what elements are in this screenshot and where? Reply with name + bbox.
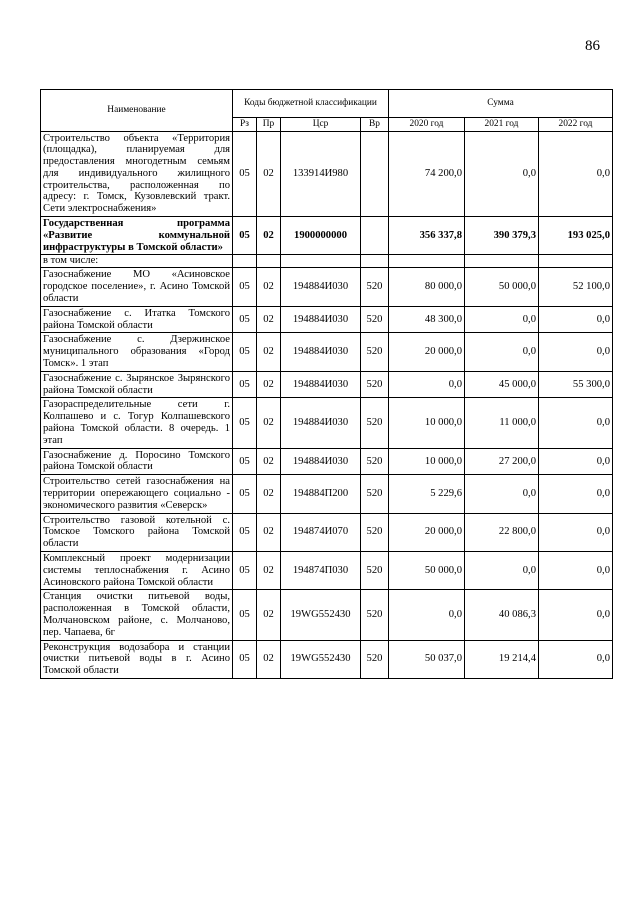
cell-pr: 02 [257, 333, 281, 371]
cell-y2020: 50 000,0 [389, 552, 465, 590]
cell-y2021: 0,0 [465, 333, 539, 371]
cell-rz: 05 [233, 448, 257, 475]
cell-rz: 05 [233, 333, 257, 371]
cell-y2020: 356 337,8 [389, 217, 465, 255]
cell-y2021: 40 086,3 [465, 590, 539, 640]
header-csr: Цср [281, 118, 361, 132]
cell-csr: 19WG552430 [281, 590, 361, 640]
cell-y2021: 0,0 [465, 306, 539, 333]
row-name: Строительство сетей газоснабжения на территории опережающего социально - экономического развития «Северск» [41, 475, 233, 513]
table-row [41, 552, 613, 590]
table-row [41, 131, 613, 217]
empty-cell [465, 255, 539, 268]
cell-rz: 05 [233, 371, 257, 398]
cell-y2022: 0,0 [539, 131, 613, 217]
empty-cell [539, 255, 613, 268]
row-name: Станция очистки питьевой воды, расположенная в Томской области, Молчановском районе, с. Молчаново, пер. Чапаева, 6г [41, 590, 233, 640]
cell-pr: 02 [257, 475, 281, 513]
cell-rz: 05 [233, 131, 257, 217]
cell-rz: 05 [233, 640, 257, 678]
row-name: Газораспределительные сети г. Колпашево и с. Тогур Колпашевского района Томской области. 8 очередь. 1 этап [41, 398, 233, 448]
cell-csr: 194884И030 [281, 398, 361, 448]
table-body [41, 131, 613, 678]
cell-y2020: 10 000,0 [389, 448, 465, 475]
cell-y2021: 390 379,3 [465, 217, 539, 255]
cell-pr: 02 [257, 306, 281, 333]
cell-pr: 02 [257, 590, 281, 640]
table-row [41, 398, 613, 448]
cell-y2021: 11 000,0 [465, 398, 539, 448]
cell-y2020: 20 000,0 [389, 513, 465, 551]
header-name: Наименование [41, 90, 233, 132]
cell-y2022: 0,0 [539, 306, 613, 333]
row-name: Государственная программа «Развитие коммунальной инфраструктуры в Томской области» [41, 217, 233, 255]
cell-y2021: 27 200,0 [465, 448, 539, 475]
cell-pr: 02 [257, 217, 281, 255]
cell-rz: 05 [233, 268, 257, 306]
cell-csr: 194884И030 [281, 268, 361, 306]
cell-y2022: 0,0 [539, 333, 613, 371]
cell-y2021: 0,0 [465, 475, 539, 513]
cell-rz: 05 [233, 398, 257, 448]
row-name: Строительство газовой котельной с. Томское Томского района Томской области [41, 513, 233, 551]
page-number: 86 [585, 38, 600, 54]
cell-y2022: 52 100,0 [539, 268, 613, 306]
header-codes-group: Коды бюджетной классификации [233, 90, 389, 118]
header-2022: 2022 год [539, 118, 613, 132]
table-row [41, 448, 613, 475]
cell-y2021: 0,0 [465, 131, 539, 217]
cell-vr: 520 [361, 398, 389, 448]
cell-vr: 520 [361, 448, 389, 475]
table-row [41, 255, 613, 268]
row-name: Реконструкция водозабора и станции очистки питьевой воды в г. Асино Томской области [41, 640, 233, 678]
cell-y2022: 0,0 [539, 640, 613, 678]
cell-vr: 520 [361, 590, 389, 640]
cell-pr: 02 [257, 513, 281, 551]
cell-rz: 05 [233, 513, 257, 551]
empty-cell [281, 255, 361, 268]
cell-pr: 02 [257, 398, 281, 448]
cell-pr: 02 [257, 448, 281, 475]
cell-y2022: 0,0 [539, 398, 613, 448]
header-vr: Вр [361, 118, 389, 132]
cell-vr: 520 [361, 268, 389, 306]
cell-csr: 1900000000 [281, 217, 361, 255]
cell-rz: 05 [233, 590, 257, 640]
cell-csr: 194874П030 [281, 552, 361, 590]
cell-y2021: 45 000,0 [465, 371, 539, 398]
cell-pr: 02 [257, 371, 281, 398]
cell-y2020: 5 229,6 [389, 475, 465, 513]
cell-y2020: 74 200,0 [389, 131, 465, 217]
cell-y2020: 0,0 [389, 590, 465, 640]
table-row [41, 640, 613, 678]
cell-csr: 194884П200 [281, 475, 361, 513]
cell-y2020: 0,0 [389, 371, 465, 398]
cell-y2020: 48 300,0 [389, 306, 465, 333]
cell-pr: 02 [257, 131, 281, 217]
cell-y2022: 0,0 [539, 448, 613, 475]
cell-pr: 02 [257, 268, 281, 306]
cell-vr [361, 131, 389, 217]
cell-vr: 520 [361, 371, 389, 398]
cell-pr: 02 [257, 552, 281, 590]
cell-y2020: 80 000,0 [389, 268, 465, 306]
empty-cell [389, 255, 465, 268]
cell-vr: 520 [361, 513, 389, 551]
cell-y2022: 0,0 [539, 513, 613, 551]
cell-y2020: 50 037,0 [389, 640, 465, 678]
row-name: Строительство объекта «Территория (площадка), планируемая для предоставления многодетным семьям для индивидуального жилищного строительства, расположенная по адресу: г. Томск, Кузовлевский тракт. Сети электроснабжения» [41, 131, 233, 217]
cell-rz: 05 [233, 475, 257, 513]
header-2020: 2020 год [389, 118, 465, 132]
cell-csr: 194884И030 [281, 448, 361, 475]
cell-y2022: 0,0 [539, 552, 613, 590]
cell-y2020: 10 000,0 [389, 398, 465, 448]
cell-y2022: 0,0 [539, 475, 613, 513]
table-row [41, 268, 613, 306]
cell-csr: 133914И980 [281, 131, 361, 217]
cell-vr [361, 217, 389, 255]
table-row [41, 217, 613, 255]
row-name: Газоснабжение д. Поросино Томского района Томской области [41, 448, 233, 475]
row-name: Комплексный проект модернизации системы теплоснабжения г. Асино Асиновского района Томской области [41, 552, 233, 590]
row-name: Газоснабжение с. Зырянское Зырянского района Томской области [41, 371, 233, 398]
cell-csr: 194874И070 [281, 513, 361, 551]
cell-y2021: 50 000,0 [465, 268, 539, 306]
cell-y2022: 55 300,0 [539, 371, 613, 398]
cell-y2022: 0,0 [539, 590, 613, 640]
cell-csr: 194884И030 [281, 371, 361, 398]
cell-y2021: 22 800,0 [465, 513, 539, 551]
table-row [41, 513, 613, 551]
cell-y2021: 0,0 [465, 552, 539, 590]
cell-vr: 520 [361, 640, 389, 678]
cell-y2022: 193 025,0 [539, 217, 613, 255]
row-name: Газоснабжение с. Итатка Томского района Томской области [41, 306, 233, 333]
cell-y2020: 20 000,0 [389, 333, 465, 371]
row-name: Газоснабжение МО «Асиновское городское поселение», г. Асино Томской области [41, 268, 233, 306]
cell-y2021: 19 214,4 [465, 640, 539, 678]
cell-vr: 520 [361, 475, 389, 513]
table-row [41, 333, 613, 371]
table-row [41, 371, 613, 398]
empty-cell [233, 255, 257, 268]
row-name: Газоснабжение с. Дзержинское муниципального образования «Город Томск». 1 этап [41, 333, 233, 371]
table-row [41, 306, 613, 333]
cell-vr: 520 [361, 552, 389, 590]
cell-rz: 05 [233, 552, 257, 590]
header-2021: 2021 год [465, 118, 539, 132]
empty-cell [361, 255, 389, 268]
cell-vr: 520 [361, 333, 389, 371]
table-row [41, 475, 613, 513]
cell-rz: 05 [233, 306, 257, 333]
row-name: в том числе: [41, 255, 233, 268]
cell-pr: 02 [257, 640, 281, 678]
header-pr: Пр [257, 118, 281, 132]
table-row [41, 590, 613, 640]
cell-rz: 05 [233, 217, 257, 255]
cell-csr: 194884И030 [281, 306, 361, 333]
cell-csr: 19WG552430 [281, 640, 361, 678]
budget-table [40, 89, 613, 679]
header-sum-group: Сумма [389, 90, 613, 118]
empty-cell [257, 255, 281, 268]
header-rz: Рз [233, 118, 257, 132]
cell-csr: 194884И030 [281, 333, 361, 371]
cell-vr: 520 [361, 306, 389, 333]
